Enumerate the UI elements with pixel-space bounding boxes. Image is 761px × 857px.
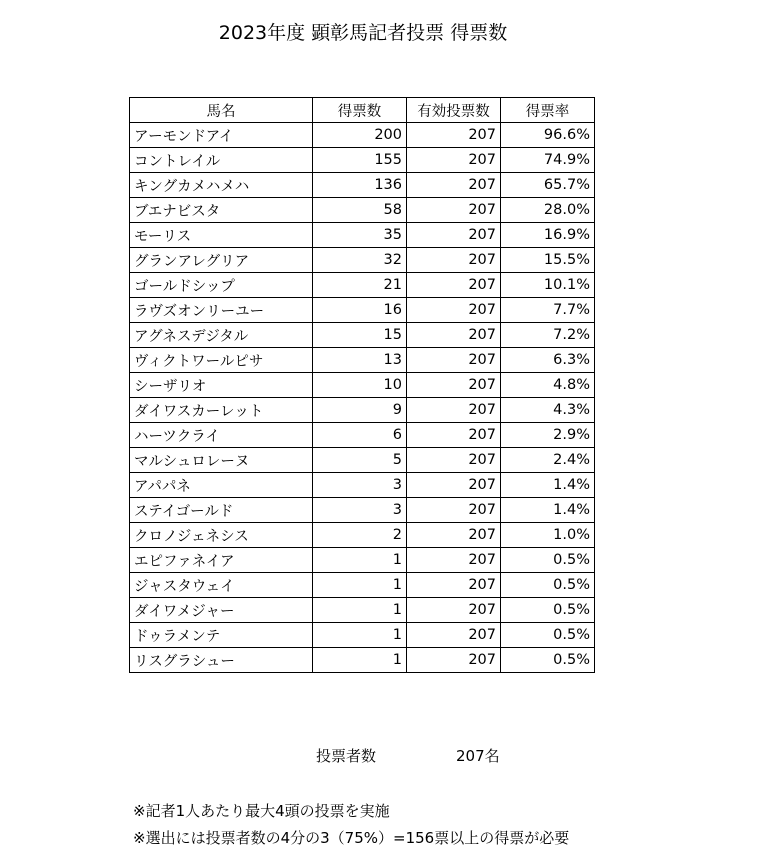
table-row	[130, 648, 595, 673]
cell-votes: 1	[313, 548, 407, 573]
cell-horse-name: シーザリオ	[130, 373, 313, 398]
cell-votes: 16	[313, 298, 407, 323]
cell-horse-name: コントレイル	[130, 148, 313, 173]
cell-valid-votes: 207	[407, 373, 501, 398]
cell-horse-name: ラヴズオンリーユー	[130, 298, 313, 323]
table-row	[130, 323, 595, 348]
table-row	[130, 548, 595, 573]
cell-vote-rate: 2.9%	[501, 423, 595, 448]
cell-horse-name: ヴィクトワールピサ	[130, 348, 313, 373]
cell-horse-name: クロノジェネシス	[130, 523, 313, 548]
table-row	[130, 523, 595, 548]
cell-vote-rate: 15.5%	[501, 248, 595, 273]
cell-horse-name: マルシュロレーヌ	[130, 448, 313, 473]
cell-valid-votes: 207	[407, 298, 501, 323]
table-row	[130, 573, 595, 598]
cell-vote-rate: 2.4%	[501, 448, 595, 473]
table-row	[130, 198, 595, 223]
cell-votes: 2	[313, 523, 407, 548]
cell-vote-rate: 65.7%	[501, 173, 595, 198]
cell-valid-votes: 207	[407, 498, 501, 523]
table-row	[130, 423, 595, 448]
header-votes: 得票数	[313, 98, 407, 123]
note-max-votes: ※記者1人あたり最大4頭の投票を実施	[133, 802, 390, 820]
cell-valid-votes: 207	[407, 398, 501, 423]
cell-vote-rate: 0.5%	[501, 548, 595, 573]
table-row	[130, 148, 595, 173]
voter-count-label: 投票者数	[316, 747, 377, 765]
voter-count-value: 207名	[456, 747, 500, 765]
cell-valid-votes: 207	[407, 448, 501, 473]
cell-valid-votes: 207	[407, 473, 501, 498]
cell-vote-rate: 1.4%	[501, 498, 595, 523]
table-row	[130, 123, 595, 148]
cell-votes: 35	[313, 223, 407, 248]
cell-votes: 155	[313, 148, 407, 173]
page-title: 2023年度 顕彰馬記者投票 得票数	[218, 22, 508, 44]
table-row	[130, 273, 595, 298]
cell-votes: 1	[313, 648, 407, 673]
cell-horse-name: ブエナビスタ	[130, 198, 313, 223]
cell-vote-rate: 0.5%	[501, 598, 595, 623]
cell-horse-name: ダイワスカーレット	[130, 398, 313, 423]
cell-horse-name: ドゥラメンテ	[130, 623, 313, 648]
cell-vote-rate: 16.9%	[501, 223, 595, 248]
cell-vote-rate: 7.7%	[501, 298, 595, 323]
cell-horse-name: アグネスデジタル	[130, 323, 313, 348]
vote-results-table	[129, 97, 595, 673]
table-row	[130, 248, 595, 273]
cell-votes: 3	[313, 498, 407, 523]
table-body	[130, 123, 595, 673]
header-horse-name: 馬名	[130, 98, 313, 123]
cell-valid-votes: 207	[407, 573, 501, 598]
cell-valid-votes: 207	[407, 248, 501, 273]
cell-valid-votes: 207	[407, 123, 501, 148]
table-header-row	[130, 98, 595, 123]
cell-horse-name: エピファネイア	[130, 548, 313, 573]
cell-votes: 3	[313, 473, 407, 498]
cell-valid-votes: 207	[407, 623, 501, 648]
cell-valid-votes: 207	[407, 598, 501, 623]
cell-votes: 13	[313, 348, 407, 373]
table-row	[130, 598, 595, 623]
cell-vote-rate: 96.6%	[501, 123, 595, 148]
cell-vote-rate: 0.5%	[501, 648, 595, 673]
cell-valid-votes: 207	[407, 148, 501, 173]
header-vote-rate: 得票率	[501, 98, 595, 123]
cell-valid-votes: 207	[407, 423, 501, 448]
cell-horse-name: キングカメハメハ	[130, 173, 313, 198]
table-row	[130, 473, 595, 498]
table-row	[130, 298, 595, 323]
cell-votes: 6	[313, 423, 407, 448]
cell-horse-name: リスグラシュー	[130, 648, 313, 673]
cell-vote-rate: 10.1%	[501, 273, 595, 298]
cell-votes: 1	[313, 623, 407, 648]
cell-valid-votes: 207	[407, 198, 501, 223]
cell-horse-name: モーリス	[130, 223, 313, 248]
cell-votes: 58	[313, 198, 407, 223]
cell-valid-votes: 207	[407, 648, 501, 673]
cell-horse-name: アパパネ	[130, 473, 313, 498]
cell-votes: 5	[313, 448, 407, 473]
cell-valid-votes: 207	[407, 323, 501, 348]
cell-votes: 1	[313, 573, 407, 598]
cell-horse-name: グランアレグリア	[130, 248, 313, 273]
cell-valid-votes: 207	[407, 523, 501, 548]
cell-valid-votes: 207	[407, 273, 501, 298]
cell-valid-votes: 207	[407, 548, 501, 573]
header-valid-votes: 有効投票数	[407, 98, 501, 123]
cell-vote-rate: 4.8%	[501, 373, 595, 398]
cell-vote-rate: 1.4%	[501, 473, 595, 498]
cell-votes: 15	[313, 323, 407, 348]
table-row	[130, 373, 595, 398]
cell-votes: 1	[313, 598, 407, 623]
cell-horse-name: ジャスタウェイ	[130, 573, 313, 598]
cell-vote-rate: 7.2%	[501, 323, 595, 348]
cell-vote-rate: 6.3%	[501, 348, 595, 373]
cell-horse-name: ハーツクライ	[130, 423, 313, 448]
cell-vote-rate: 4.3%	[501, 398, 595, 423]
cell-horse-name: ステイゴールド	[130, 498, 313, 523]
note-selection-threshold: ※選出には投票者数の4分の3（75%）=156票以上の得票が必要	[133, 829, 570, 847]
table-row	[130, 448, 595, 473]
table-row	[130, 498, 595, 523]
cell-vote-rate: 0.5%	[501, 623, 595, 648]
table-row	[130, 173, 595, 198]
cell-votes: 32	[313, 248, 407, 273]
table-row	[130, 348, 595, 373]
table-row	[130, 223, 595, 248]
cell-vote-rate: 1.0%	[501, 523, 595, 548]
cell-vote-rate: 28.0%	[501, 198, 595, 223]
table-row	[130, 623, 595, 648]
cell-votes: 136	[313, 173, 407, 198]
cell-votes: 21	[313, 273, 407, 298]
cell-valid-votes: 207	[407, 348, 501, 373]
cell-vote-rate: 74.9%	[501, 148, 595, 173]
cell-vote-rate: 0.5%	[501, 573, 595, 598]
cell-horse-name: ゴールドシップ	[130, 273, 313, 298]
cell-valid-votes: 207	[407, 223, 501, 248]
table-row	[130, 398, 595, 423]
cell-horse-name: アーモンドアイ	[130, 123, 313, 148]
cell-votes: 9	[313, 398, 407, 423]
cell-horse-name: ダイワメジャー	[130, 598, 313, 623]
cell-votes: 200	[313, 123, 407, 148]
cell-votes: 10	[313, 373, 407, 398]
cell-valid-votes: 207	[407, 173, 501, 198]
